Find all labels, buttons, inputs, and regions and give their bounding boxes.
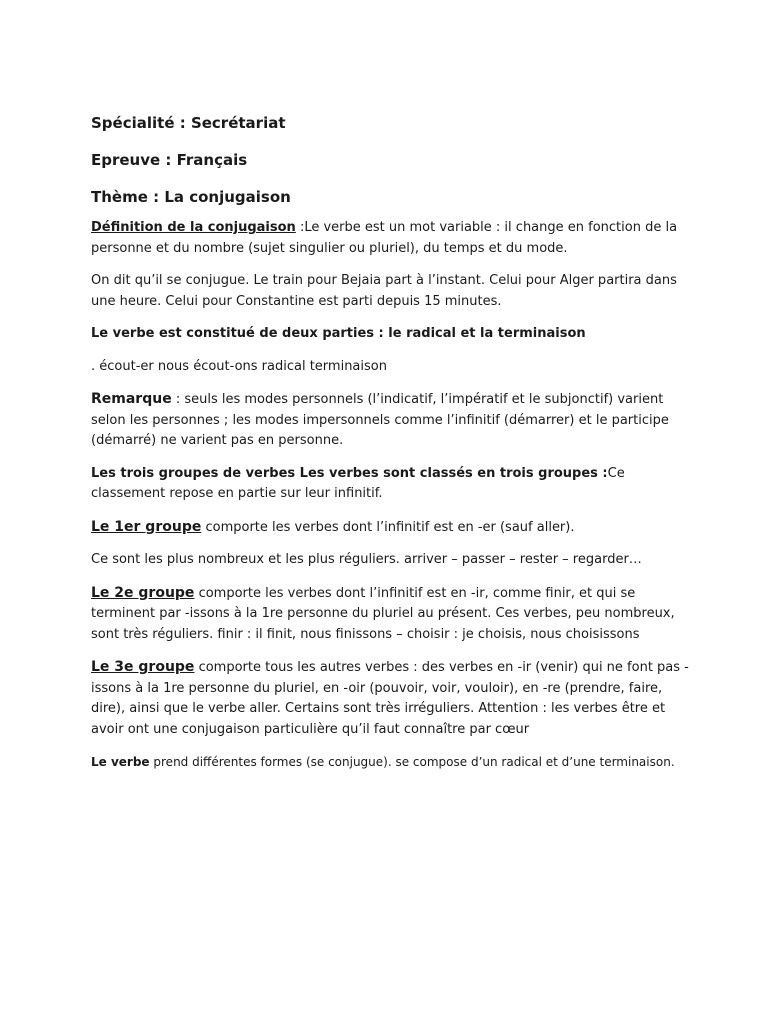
groupe1-examples: Ce sont les plus nombreux et les plus réguliers. arriver – passer – rester – regarder… <box>91 552 642 567</box>
groupe3-label: Le 3e groupe <box>91 659 195 675</box>
epreuve-heading: Epreuve : Français <box>91 151 248 169</box>
remarque-label: Remarque <box>91 391 172 407</box>
definition-paragraph <box>91 218 691 259</box>
groupes-text: Ce classement repose en partie sur leur infinitif. <box>91 465 625 501</box>
groupe1-text: comporte les verbes dont l’infinitif est en -er (sauf aller). <box>201 519 575 535</box>
document-body <box>91 113 691 773</box>
groupes-paragraph <box>91 464 691 505</box>
groupes-label: Les trois groupes de verbes Les verbes sont classés en trois groupes : <box>91 465 608 481</box>
conclusion-label: Le verbe <box>91 755 150 769</box>
definition-label: Définition de la conjugaison <box>91 220 296 235</box>
groupe2-text: comporte les verbes dont l’infinitif est en -ir, comme finir, et qui se terminent par -issons à la 1re personne du pluriel au présent. Ces verbes, peu nombreux, sont très réguliers. finir : il finit, nous finissons – choisir : je choisis, nous choisissons <box>91 585 675 642</box>
parties-heading: Le verbe est constitué de deux parties : le radical et la terminaison <box>91 326 586 341</box>
groupe2-paragraph <box>91 583 691 646</box>
groupe3-paragraph <box>91 657 691 740</box>
conclusion-paragraph <box>91 752 691 773</box>
example-paragraph: On dit qu’il se conjugue. Le train pour Bejaia part à l’instant. Celui pour Alger partira dans une heure. Celui pour Constantine est parti depuis 15 minutes. <box>91 273 677 309</box>
groupe1-paragraph <box>91 517 691 539</box>
specialite-heading: Spécialité : Secrétariat <box>91 114 286 132</box>
remarque-paragraph <box>91 389 691 452</box>
groupe2-label: Le 2e groupe <box>91 584 195 601</box>
parties-example: . écout-er nous écout-ons radical terminaison <box>91 358 387 374</box>
groupe3-text: comporte tous les autres verbes : des verbes en -ir (venir) qui ne font pas -issons à la 1re personne du pluriel, en -oir (pouvoir, voir, vouloir), en -re (prendre, faire, dire), ainsi que le verbe aller. Certains sont très irréguliers. Attention : les verbes être et avoir ont une conjugaison particulière qu’il faut connaître par cœur <box>91 660 689 737</box>
conclusion-text: prend différentes formes (se conjugue). se compose d’un radical et d’une terminaison. <box>149 755 675 769</box>
groupe1-label: Le 1er groupe <box>91 518 202 535</box>
remarque-text: : seuls les modes personnels (l’indicatif, l’impératif et le subjonctif) varient selon les personnes ; les modes impersonnels comme l’infinitif (démarrer) et le participe (démarré) ne varient pas en personne. <box>91 392 669 448</box>
theme-heading: Thème : La conjugaison <box>91 188 291 206</box>
definition-text: :Le verbe est un mot variable : il change en fonction de la personne et du nombre (sujet singulier ou pluriel), du temps et du mode. <box>91 220 678 256</box>
